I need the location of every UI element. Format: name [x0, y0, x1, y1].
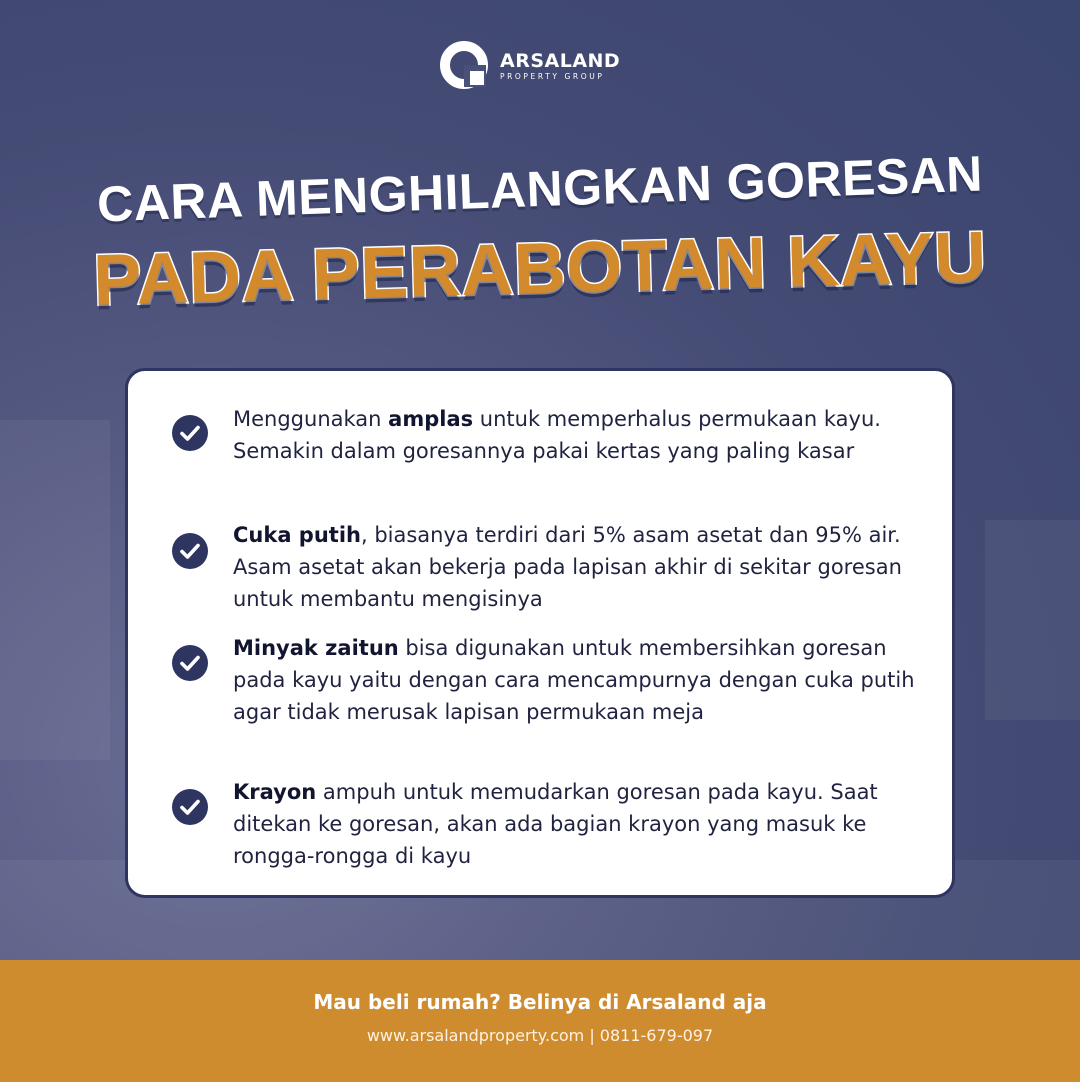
background-window-right [985, 520, 1080, 720]
footer-tagline: Mau beli rumah? Belinya di Arsaland aja [313, 990, 767, 1014]
tip-text-after: , biasanya terdiri dari 5% asam asetat dan 95% air. Asam asetat akan bekerja pada lapisan akhir di sekitar goresan untuk membantu mengisinya [233, 523, 902, 611]
tip-item [233, 632, 933, 728]
tip-keyword: Krayon [233, 780, 317, 804]
tip-text-after: bisa digunakan untuk membersihkan goresan pada kayu yaitu dengan cara mencampurnya dengan cuka putih agar tidak merusak lapisan permukaan meja [233, 636, 915, 724]
background-window-left [0, 420, 110, 760]
tip-item [233, 403, 933, 467]
tip-keyword: amplas [388, 407, 474, 431]
brand-text [500, 51, 620, 81]
check-circle-icon [172, 645, 208, 681]
tip-text-after: untuk memperhalus permukaan kayu. Semakin dalam goresannya pakai kertas yang paling kasar [233, 407, 881, 463]
check-circle-icon [172, 789, 208, 825]
footer-bar [0, 960, 1080, 1082]
tips-card [125, 368, 955, 898]
check-circle-icon [172, 415, 208, 451]
tip-keyword: Minyak zaitun [233, 636, 399, 660]
brand-subtitle: PROPERTY GROUP [500, 72, 605, 81]
tip-text-after: ampuh untuk memudarkan goresan pada kayu. Saat ditekan ke goresan, akan ada bagian krayon yang masuk ke rongga-rongga di kayu [233, 780, 878, 868]
tip-item [233, 519, 933, 615]
headline-line-1: CARA MENGHILANGKAN GORESAN [96, 145, 984, 233]
tip-text-before: Menggunakan [233, 407, 389, 431]
brand-name: ARSALAND [500, 50, 621, 72]
tip-item [233, 776, 933, 872]
check-circle-icon [172, 533, 208, 569]
headline-line-2: PADA PERABOTAN KAYU [92, 217, 988, 321]
tip-keyword: Cuka putih [233, 523, 361, 547]
footer-contact[interactable]: www.arsalandproperty.com | 0811-679-097 [366, 1026, 714, 1045]
arsaland-logo-icon [440, 41, 494, 91]
brand-logo [440, 38, 640, 94]
